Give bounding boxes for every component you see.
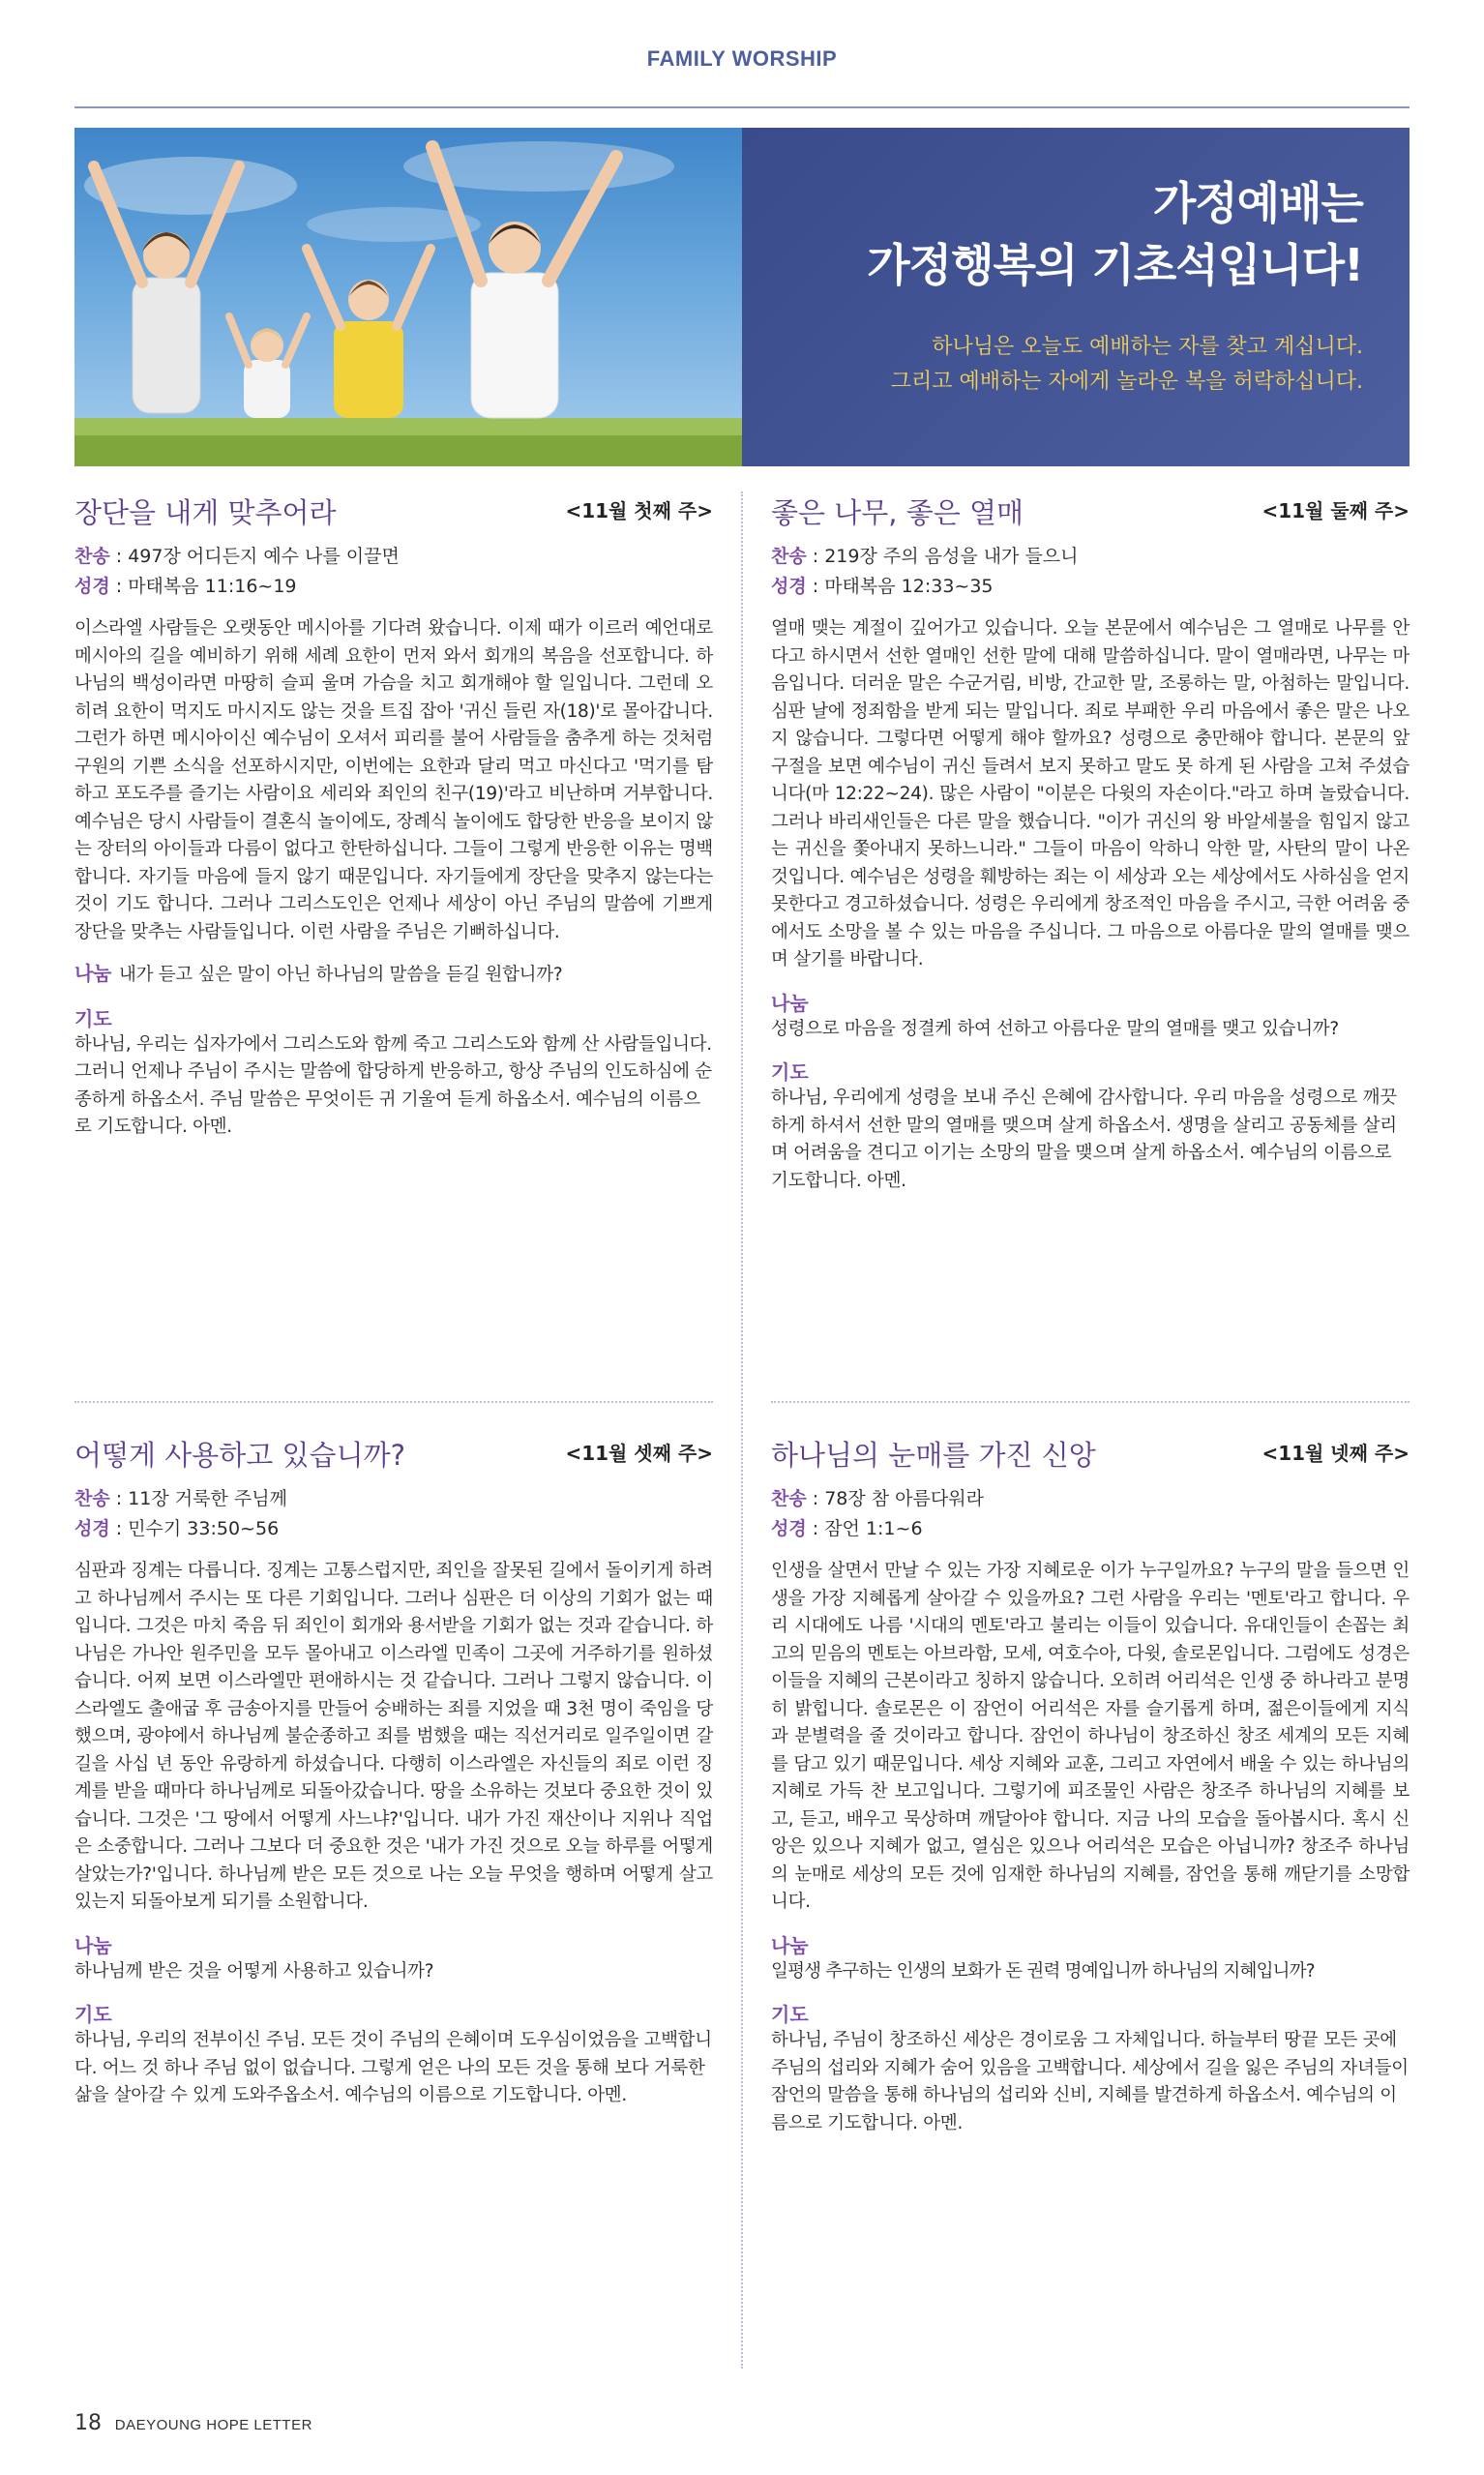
hymn-line [771, 542, 1410, 572]
header-rule [74, 106, 1410, 108]
section-title: 장단을 내게 맞추어라 [74, 496, 337, 529]
banner-subtitle-line1: 하나님은 오늘도 예배하는 자를 찾고 계십니다. [932, 335, 1363, 359]
scripture-label: 성경 [74, 1518, 110, 1539]
share-text: 하나님께 받은 것을 어떻게 사용하고 있습니까? [74, 1960, 434, 1982]
prayer-label: 기도 [771, 2003, 809, 2026]
column-divider [741, 492, 743, 2369]
section-title: 좋은 나무, 좋은 열매 [771, 496, 1024, 529]
banner-title-line1: 가정예배는 [1152, 177, 1363, 229]
share-label: 나눔 [74, 1933, 112, 1957]
page-number: 18 [74, 2411, 102, 2435]
prayer-text: 하나님, 우리에게 성령을 보내 주신 은혜에 감사합니다. 우리 마음을 성령으로 깨끗하게 하셔서 선한 말의 열매를 맺으며 살게 하옵소서. 생명을 살리고 공동체를 살리며 어려움을 견디고 이기는 소망의 말을 맺으며 살게 하옵소서. 예수님의 이름으로 기도합니다. 아멘. [771, 1088, 1397, 1191]
scripture-value: : 마태복음 12:33~35 [806, 576, 994, 597]
banner-subtitle-line2: 그리고 예배하는 자에게 놀라운 복을 허락하십니다. [890, 370, 1363, 394]
scripture-line [74, 1514, 713, 1544]
week-label: <11월 넷째 주> [1261, 1442, 1410, 1465]
hymn-label: 찬송 [771, 546, 807, 567]
share-line [74, 960, 713, 990]
prayer-label: 기도 [771, 1060, 809, 1084]
week-label: <11월 둘째 주> [1261, 499, 1410, 522]
hymn-value: : 11장 거룩한 주님께 [109, 1488, 287, 1509]
section-body: 열매 맺는 계절이 깊어가고 있습니다. 오늘 본문에서 예수님은 그 열매로 나무를 안다고 하시면서 선한 열매인 선한 말에 대해 말씀하십니다. 말이 열매라면, 나무는 마음입니다. 더러운 말은 수군거림, 비방, 간교한 말, 조롱하는 말, 아첨하는 말입니다. 심판 날에 정죄함을 받게 되는 말입니다. 죄로 부패한 우리 마음에서 좋은 말은 나오지 않습니다. 그렇다면 어떻게 해야 할까요? 성령으로 충만해야 합니다. 본문의 앞 구절을 보면 예수님이 귀신 들려서 보지 못하고 말도 못 하게 된 사람을 고쳐 주셨습니다(마 12:22~24). 많은 사람이 "이분은 다윗의 자손이다."라고 하며 놀랐습니다. 그러나 바리새인들은 다른 말을 했습니다. "이가 귀신의 왕 바알세불을 힘입지 않고는 귀신을 쫓아내지 못하느니라." 그들이 마음이 악하니 악한 말, 사탄의 말이 나온 것입니다. 예수님은 성령을 훼방하는 죄는 이 세상과 오는 세상에서도 사하심을 얻지 못한다고 경고하셨습니다. 성령은 우리에게 창조적인 마음을 주시고, 극한 어려움 중에서도 소망을 볼 수 있는 마음을 주십니다. 그 마음으로 아름다운 말의 열매를 맺으며 살기를 바랍니다. [771, 618, 1410, 969]
hymn-value: : 497장 어디든지 예수 나를 이끌면 [109, 546, 400, 567]
hymn-value: : 219장 주의 음성을 내가 들으니 [806, 546, 1079, 567]
family-worship-photo [74, 128, 742, 466]
share-text: 내가 듣고 싶은 말이 아닌 하나님의 말씀을 듣길 원합니까? [119, 965, 563, 985]
prayer-text: 하나님, 우리는 십자가에서 그리스도와 함께 죽고 그리스도와 함께 산 사람들입니다. 그러니 언제나 주님이 주시는 말씀에 합당하게 반응하고, 항상 주님의 인도하심에 순종하게 하옵소서. 주님 말씀은 무엇이든 귀 기울여 듣게 하옵소서. 예수님의 이름으로 기도합니다. 아멘. [74, 1033, 712, 1137]
share-text: 성령으로 마음을 정결케 하여 선하고 아름다운 말의 열매를 맺고 있습니까? [771, 1018, 1339, 1039]
scripture-value: : 민수기 33:50~56 [109, 1518, 280, 1539]
section-title: 어떻게 사용하고 있습니까? [74, 1439, 405, 1472]
scripture-line [771, 572, 1410, 602]
share-label: 나눔 [771, 1933, 809, 1957]
page-footer [74, 2411, 312, 2435]
share-text: 일평생 추구하는 인생의 보화가 돈 권력 명예입니까 하나님의 지혜입니까? [771, 1960, 1315, 1982]
scripture-value: : 잠언 1:1~6 [806, 1518, 923, 1539]
prayer-label: 기도 [74, 1006, 112, 1030]
hymn-line [771, 1484, 1410, 1514]
section-body: 이스라엘 사람들은 오랫동안 메시아를 기다려 왔습니다. 이제 때가 이르러 예언대로 메시아의 길을 예비하기 위해 세례 요한이 먼저 와서 회개의 복음을 선포합니다. 하나님의 백성이라면 마땅히 슬피 울며 가슴을 치고 회개해야 할 일입니다. 그런데 오히려 요한이 먹지도 마시지도 않는 것을 트집 잡아 '귀신 들린 자(18)'로 몰아갑니다. 그런가 하면 메시아이신 예수님이 오셔서 피리를 불어 사람들을 춤추게 하는 것처럼 구원의 기쁜 소식을 선포하시지만, 이번에는 요한과 달리 먹고 마신다고 '먹기를 탐하고 포도주를 즐기는 사람이요 세리와 죄인의 친구(19)'라고 비난하며 거부합니다. 예수님은 당시 사람들이 결혼식 놀이에도, 장례식 놀이에도 합당한 반응을 보이지 않는 장터의 아이들과 다름이 없다고 한탄하십니다. 그들이 그렇게 반응한 이유는 명백합니다. 자기들 마음에 들지 않기 때문입니다. 자기들에게 장단을 맞추지 않는다는 것이 기도 합니다. 그러나 그리스도인은 언제나 세상이 아닌 주님의 말씀에 기쁘게 장단을 맞추는 사람들입니다. 이런 사람을 주님은 기뻐하십니다. [74, 618, 713, 942]
scripture-label: 성경 [74, 576, 110, 597]
row-divider-left [74, 1401, 713, 1403]
hymn-line [74, 542, 713, 572]
banner-text-panel [742, 128, 1410, 466]
scripture-label: 성경 [771, 576, 807, 597]
share-label: 나눔 [771, 991, 809, 1015]
hymn-label: 찬송 [74, 546, 110, 567]
scripture-line [771, 1514, 1410, 1544]
week-label: <11월 셋째 주> [565, 1442, 713, 1465]
banner-title-line2: 가정행복의 기초석입니다! [867, 239, 1363, 291]
scripture-line [74, 572, 713, 602]
worship-section-week3 [74, 1434, 713, 2110]
row-divider-right [771, 1401, 1410, 1403]
section-body: 인생을 살면서 만날 수 있는 가장 지혜로운 이가 누구일까요? 누구의 말을 들으면 인생을 가장 지혜롭게 살아갈 수 있을까요? 그런 사람을 우리는 '멘토'라고 합니다. 우리 시대에도 나름 '시대의 멘토'라고 불리는 이들이 있습니다. 유대인들이 손꼽는 최고의 믿음의 멘토는 아브라함, 모세, 여호수아, 다윗, 솔로몬입니다. 그럼에도 성경은 이들을 지혜의 근본이라고 칭하지 않습니다. 오히려 어리석은 인생 중 하나라고 분명히 밝힙니다. 솔로몬은 이 잠언이 어리석은 자를 슬기롭게 하며, 젊은이들에게 지식과 분별력을 줄 것이라고 합니다. 잠언이 하나님이 창조하신 창조 세계의 모든 지혜를 담고 있기 때문입니다. 세상 지혜와 교훈, 그리고 자연에서 배울 수 있는 하나님의 지혜로 가득 찬 보고입니다. 그렇기에 피조물인 사람은 창조주 하나님의 지혜를 보고, 듣고, 배우고 묵상하며 깨달아야 합니다. 지금 나의 모습을 돌아봅시다. 혹시 신앙은 있으나 지혜가 없고, 열심은 있으나 어리석은 모습은 아닙니까? 창조주 하나님의 눈매로 세상의 모든 것에 임재한 하나님의 지혜를, 잠언을 통해 깨닫기를 소망합니다. [771, 1561, 1410, 1912]
hymn-value: : 78장 참 아름다워라 [806, 1488, 984, 1509]
week-label: <11월 첫째 주> [565, 499, 713, 522]
section-header: FAMILY WORSHIP [646, 46, 838, 71]
prayer-text: 하나님, 우리의 전부이신 주님. 모든 것이 주님의 은혜이며 도우심이었음을 고백합니다. 어느 것 하나 주님 없이 없습니다. 그렇게 얻은 나의 모든 것을 통해 보다 거룩한 삶을 살아갈 수 있게 도와주옵소서. 예수님의 이름으로 기도합니다. 아멘. [74, 2030, 712, 2105]
hymn-line [74, 1484, 713, 1514]
prayer-label: 기도 [74, 2003, 112, 2026]
hymn-label: 찬송 [771, 1488, 807, 1509]
prayer-text: 하나님, 주님이 창조하신 세상은 경이로움 그 자체입니다. 하늘부터 땅끝 모든 곳에 주님의 섭리와 지혜가 숨어 있음을 고백합니다. 세상에서 길을 잃은 주님의 자녀들이 잠언의 말씀을 통해 하나님의 섭리와 신비, 지혜를 발견하게 하옵소서. 예수님의 이름으로 기도합니다. 아멘. [771, 2030, 1409, 2133]
family-raising-hands-illustration [74, 128, 742, 466]
share-label: 나눔 [74, 962, 112, 985]
scripture-value: : 마태복음 11:16~19 [109, 576, 297, 597]
hero-banner [74, 128, 1410, 466]
worship-section-week4 [771, 1434, 1410, 2137]
worship-section-week1 [74, 492, 713, 1142]
section-body: 심판과 징계는 다릅니다. 징계는 고통스럽지만, 죄인을 잘못된 길에서 돌이키게 하려고 하나님께서 주시는 또 다른 기회입니다. 그러나 심판은 더 이상의 기회가 없는 때입니다. 그것은 마치 죽음 뒤 죄인이 회개와 용서받을 기회가 없는 것과 같습니다. 하나님은 가나안 원주민을 모두 몰아내고 이스라엘 민족이 그곳에 거주하기를 원하셨습니다. 어찌 보면 이스라엘만 편애하시는 것 같습니다. 그러나 그렇지 않습니다. 이스라엘도 출애굽 후 금송아지를 만들어 숭배하는 죄를 지었을 때 3천 명이 죽임을 당했으며, 광야에서 하나님께 불순종하고 죄를 범했을 때는 직선거리로 일주일이면 갈 길을 사십 년 동안 유랑하게 하셨습니다. 다행히 이스라엘은 자신들의 죄로 이런 징계를 받을 때마다 하나님께로 되돌아갔습니다. 땅을 소유하는 것보다 중요한 것이 있습니다. 그것은 '그 땅에서 어떻게 사느냐?'입니다. 내가 가진 재산이나 지위나 직업은 소중합니다. 그러나 그보다 더 중요한 것은 '내가 가진 것으로 오늘 하루를 어떻게 살았는가?'입니다. 하나님께 받은 모든 것으로 나는 오늘 무엇을 행하며 어떻게 살고 있는지 되돌아보게 되기를 소원합니다. [74, 1561, 713, 1912]
hymn-label: 찬송 [74, 1488, 110, 1509]
scripture-label: 성경 [771, 1518, 807, 1539]
worship-section-week2 [771, 492, 1410, 1195]
section-title: 하나님의 눈매를 가진 신앙 [771, 1439, 1096, 1472]
publication-name: DAEYOUNG HOPE LETTER [114, 2417, 312, 2433]
